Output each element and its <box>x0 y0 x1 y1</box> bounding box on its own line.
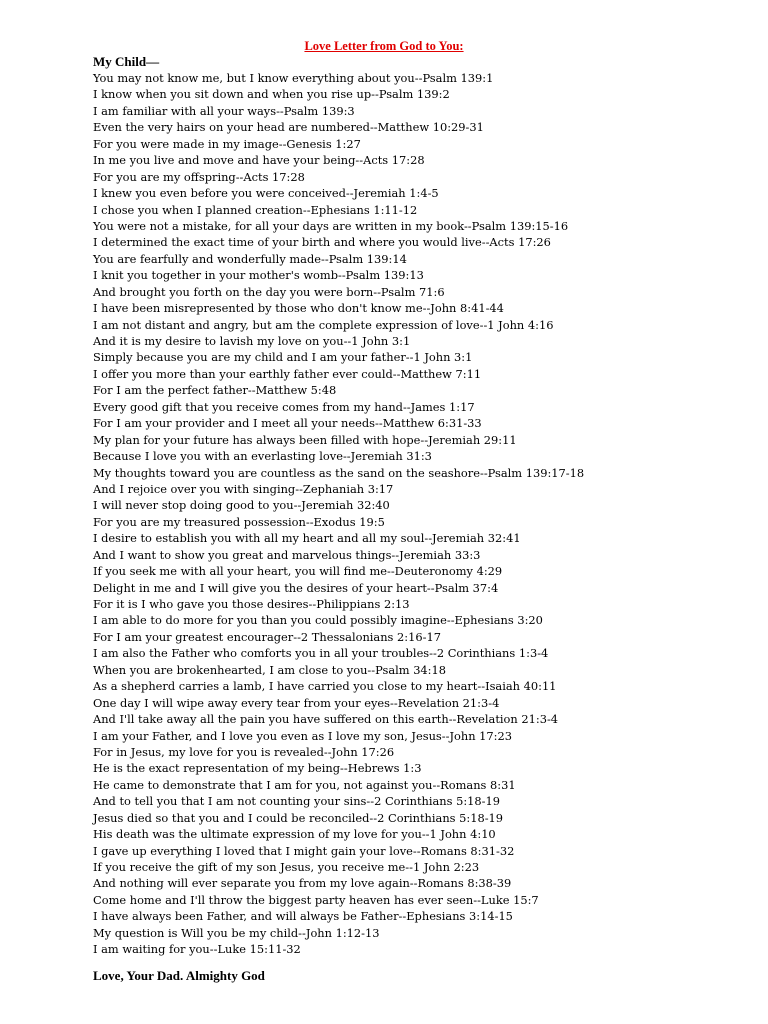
letter-line: For I am the perfect father--Matthew 5:48 <box>93 383 337 398</box>
letter-line: Simply because you are my child and I am your father--1 John 3:1 <box>93 350 473 365</box>
letter-line: I am not distant and angry, but am the complete expression of love--1 John 4:16 <box>93 317 554 332</box>
letter-line: And I want to show you great and marvelous things--Jeremiah 33:3 <box>93 547 481 562</box>
letter-line: For in Jesus, my love for you is revealed--John 17:26 <box>93 744 395 759</box>
letter-line: For I am your provider and I meet all your needs--Matthew 6:31-33 <box>93 416 482 431</box>
letter-line: In me you live and move and have your being--Acts 17:28 <box>93 153 425 168</box>
letter-line: I offer you more than your earthly father ever could--Matthew 7:11 <box>93 366 482 381</box>
letter-line: And to tell you that I am not counting your sins--2 Corinthians 5:18-19 <box>93 794 501 809</box>
letter-line: For you are my treasured possession--Exodus 19:5 <box>93 514 385 529</box>
letter-line: If you receive the gift of my son Jesus, you receive me--1 John 2:23 <box>93 860 480 874</box>
signoff: Love, Your Dad. Almighty God <box>93 968 265 983</box>
letter-line: I have always been Father, and will always be Father--Ephesians 3:14-15 <box>93 909 513 924</box>
letter-line: I know when you sit down and when you rise up--Psalm 139:2 <box>93 87 450 102</box>
letter-line: And I rejoice over you with singing--Zephaniah 3:17 <box>93 481 394 496</box>
letter-line: I desire to establish you with all my heart and all my soul--Jeremiah 32:41 <box>93 531 521 546</box>
letter-line: I am familiar with all your ways--Psalm 139:3 <box>93 103 355 118</box>
letter-line: I am also the Father who comforts you in all your troubles--2 Corinthians 1:3-4 <box>93 646 549 661</box>
letter-line: Delight in me and I will give you the desires of your heart--Psalm 37:4 <box>93 580 499 595</box>
letter-line: Come home and I'll throw the biggest party heaven has ever seen--Luke 15:7 <box>93 892 539 907</box>
letter-line: My plan for your future has always been filled with hope--Jeremiah 29:11 <box>93 432 517 447</box>
letter-line: For I am your greatest encourager--2 Thessalonians 2:16-17 <box>93 629 441 644</box>
letter-line: Jesus died so that you and I could be reconciled--2 Corinthians 5:18-19 <box>93 810 504 825</box>
letter-lines <box>93 70 584 958</box>
letter-line: And nothing will ever separate you from my love again--Romans 8:38-39 <box>93 876 512 891</box>
letter-line: I chose you when I planned creation--Ephesians 1:11-12 <box>93 202 418 217</box>
letter-line: And brought you forth on the day you were born--Psalm 71:6 <box>93 284 445 299</box>
salutation: My Child— <box>93 54 160 69</box>
letter-line: I am able to do more for you than you could possibly imagine--Ephesians 3:20 <box>93 613 543 628</box>
letter-line: Even the very hairs on your head are numbered--Matthew 10:29-31 <box>93 120 484 135</box>
letter-line: As a shepherd carries a lamb, I have carried you close to my heart--Isaiah 40:11 <box>93 679 557 694</box>
letter-line: I determined the exact time of your birth and where you would live--Acts 17:26 <box>93 235 551 250</box>
letter-line: You may not know me, but I know everything about you--Psalm 139:1 <box>93 71 494 85</box>
document-title: Love Letter from God to You: <box>304 39 464 53</box>
letter-line: And I'll take away all the pain you have suffered on this earth--Revelation 21:3-4 <box>93 712 559 727</box>
letter-line: If you seek me with all your heart, you will find me--Deuteronomy 4:29 <box>93 564 503 579</box>
letter-line: For it is I who gave you those desires--Philippians 2:13 <box>93 597 410 611</box>
letter-line: I am your Father, and I love you even as I love my son, Jesus--John 17:23 <box>93 728 513 743</box>
letter-line: You were not a mistake, for all your days are written in my book--Psalm 139:15-16 <box>93 218 569 233</box>
letter-line: Every good gift that you receive comes from my hand--James 1:17 <box>93 399 475 414</box>
letter-line: I knew you even before you were conceived--Jeremiah 1:4-5 <box>93 186 439 201</box>
letter-line: You are fearfully and wonderfully made--Psalm 139:14 <box>93 251 407 266</box>
letter-line: For you are my offspring--Acts 17:28 <box>93 169 305 184</box>
letter-line: I knit you together in your mother's womb--Psalm 139:13 <box>93 268 424 283</box>
letter-line: My thoughts toward you are countless as the sand on the seashore--Psalm 139:17-18 <box>93 465 585 480</box>
letter-line: He came to demonstrate that I am for you, not against you--Romans 8:31 <box>93 777 516 792</box>
letter-line: I am waiting for you--Luke 15:11-32 <box>93 942 301 957</box>
letter-line: When you are brokenhearted, I am close to you--Psalm 34:18 <box>93 662 447 677</box>
letter-line: I will never stop doing good to you--Jeremiah 32:40 <box>93 498 390 513</box>
letter-line: For you were made in my image--Genesis 1:27 <box>93 136 361 151</box>
letter-line: One day I will wipe away every tear from your eyes--Revelation 21:3-4 <box>93 695 500 710</box>
letter-line: And it is my desire to lavish my love on you--1 John 3:1 <box>93 334 411 348</box>
letter-line: I have been misrepresented by those who don't know me--John 8:41-44 <box>93 301 504 316</box>
letter-line: He is the exact representation of my being--Hebrews 1:3 <box>93 761 422 776</box>
letter-line: My question is Will you be my child--John 1:12-13 <box>93 925 380 940</box>
letter-line: Because I love you with an everlasting love--Jeremiah 31:3 <box>93 449 432 464</box>
letter-line: His death was the ultimate expression of my love for you--1 John 4:10 <box>93 827 496 842</box>
letter-line: I gave up everything I loved that I might gain your love--Romans 8:31-32 <box>93 843 515 858</box>
